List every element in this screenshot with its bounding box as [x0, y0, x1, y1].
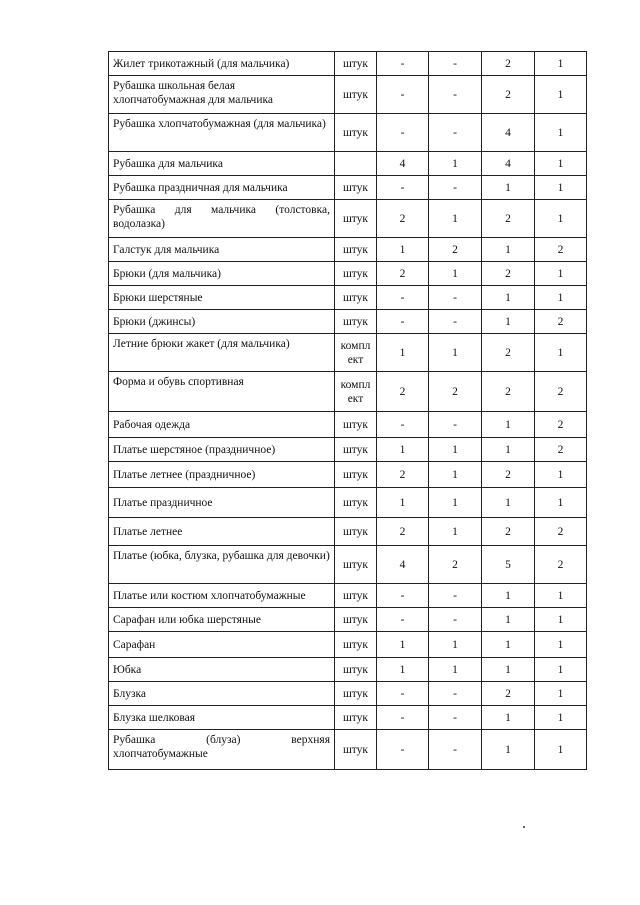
unit-cell: штук [335, 518, 377, 546]
value-cell: 1 [535, 632, 587, 658]
value-cell: 4 [482, 152, 535, 176]
value-cell: - [429, 730, 482, 770]
value-cell: 1 [429, 658, 482, 682]
item-name-cell: Рубашка для мальчика [109, 152, 335, 176]
value-cell: 1 [482, 730, 535, 770]
value-cell: - [377, 286, 429, 310]
table-row [109, 658, 587, 682]
table-row [109, 114, 587, 152]
table-row [109, 584, 587, 608]
unit-cell: штук [335, 608, 377, 632]
unit-cell: штук [335, 584, 377, 608]
value-cell: 1 [482, 438, 535, 462]
value-cell: 2 [482, 462, 535, 488]
value-cell: - [429, 114, 482, 152]
value-cell: 1 [535, 488, 587, 518]
value-cell: 2 [377, 200, 429, 238]
unit-cell: штук [335, 706, 377, 730]
item-name-cell: Форма и обувь спортивная [109, 372, 335, 412]
unit-cell: штук [335, 412, 377, 438]
table-row [109, 682, 587, 706]
unit-cell: штук [335, 438, 377, 462]
unit-cell: штук [335, 52, 377, 76]
value-cell: 1 [482, 286, 535, 310]
value-cell: - [377, 76, 429, 114]
value-cell: 1 [535, 200, 587, 238]
item-name-cell: Платье шерстяное (праздничное) [109, 438, 335, 462]
value-cell: 2 [429, 238, 482, 262]
table-row [109, 310, 587, 334]
value-cell: 1 [377, 438, 429, 462]
table-row [109, 488, 587, 518]
value-cell: 1 [482, 412, 535, 438]
table-row [109, 334, 587, 372]
value-cell: 1 [535, 706, 587, 730]
value-cell: 1 [535, 730, 587, 770]
unit-cell: штук [335, 76, 377, 114]
value-cell: 1 [429, 518, 482, 546]
value-cell: 4 [482, 114, 535, 152]
value-cell: - [377, 412, 429, 438]
value-cell: 1 [482, 584, 535, 608]
value-cell: - [429, 52, 482, 76]
value-cell: - [429, 310, 482, 334]
value-cell: 2 [482, 52, 535, 76]
value-cell: 1 [377, 238, 429, 262]
value-cell: 2 [429, 546, 482, 584]
unit-cell: штук [335, 682, 377, 706]
value-cell: 2 [482, 372, 535, 412]
value-cell: 1 [482, 632, 535, 658]
item-name-cell: Галстук для мальчика [109, 238, 335, 262]
item-name-cell: Блузка [109, 682, 335, 706]
item-name-cell: Платье или костюм хлопчатобумажные [109, 584, 335, 608]
value-cell: 1 [535, 334, 587, 372]
value-cell: 1 [429, 262, 482, 286]
value-cell: 1 [429, 632, 482, 658]
item-name-cell: Брюки (для мальчика) [109, 262, 335, 286]
value-cell: 1 [535, 286, 587, 310]
value-cell: 1 [535, 462, 587, 488]
unit-cell: штук [335, 262, 377, 286]
item-name-cell: Рубашка (блуза) верхняя хлопчатобумажные [109, 730, 335, 770]
unit-cell: штук [335, 632, 377, 658]
value-cell: 2 [482, 76, 535, 114]
value-cell: 1 [482, 608, 535, 632]
unit-cell: компл ект [335, 334, 377, 372]
table-row [109, 176, 587, 200]
item-name-cell: Платье праздничное [109, 488, 335, 518]
value-cell: 1 [482, 658, 535, 682]
value-cell: 1 [429, 152, 482, 176]
value-cell: 4 [377, 152, 429, 176]
value-cell: 1 [482, 238, 535, 262]
table-row [109, 730, 587, 770]
item-name-cell: Рубашка праздничная для мальчика [109, 176, 335, 200]
unit-cell [335, 152, 377, 176]
table-row [109, 76, 587, 114]
value-cell: 1 [535, 114, 587, 152]
table-row [109, 412, 587, 438]
value-cell: - [377, 706, 429, 730]
unit-cell: штук [335, 200, 377, 238]
table-row [109, 52, 587, 76]
value-cell: 2 [535, 438, 587, 462]
unit-cell: штук [335, 286, 377, 310]
table-row [109, 438, 587, 462]
unit-cell: штук [335, 658, 377, 682]
value-cell: 2 [535, 310, 587, 334]
item-name-cell: Юбка [109, 658, 335, 682]
value-cell: - [377, 730, 429, 770]
value-cell: 1 [535, 52, 587, 76]
value-cell: 1 [429, 488, 482, 518]
value-cell: - [377, 584, 429, 608]
table-row [109, 632, 587, 658]
table-row [109, 706, 587, 730]
value-cell: 1 [429, 334, 482, 372]
value-cell: - [429, 412, 482, 438]
item-name-cell: Платье (юбка, блузка, рубашка для девочки) [109, 546, 335, 584]
table-row [109, 200, 587, 238]
value-cell: 1 [377, 632, 429, 658]
table-row [109, 238, 587, 262]
table-row [109, 546, 587, 584]
value-cell: 2 [535, 372, 587, 412]
item-name-cell: Платье летнее [109, 518, 335, 546]
unit-cell: штук [335, 310, 377, 334]
item-name-cell: Брюки (джинсы) [109, 310, 335, 334]
table-row [109, 286, 587, 310]
unit-cell: штук [335, 176, 377, 200]
value-cell: 2 [482, 262, 535, 286]
unit-cell: штук [335, 730, 377, 770]
unit-cell: штук [335, 462, 377, 488]
value-cell: - [429, 584, 482, 608]
clothing-norms-table [108, 51, 587, 770]
table-row [109, 518, 587, 546]
value-cell: - [429, 682, 482, 706]
value-cell: 1 [535, 608, 587, 632]
value-cell: - [377, 176, 429, 200]
item-name-cell: Жилет трикотажный (для мальчика) [109, 52, 335, 76]
value-cell: - [429, 706, 482, 730]
value-cell: 1 [482, 488, 535, 518]
unit-cell: штук [335, 238, 377, 262]
value-cell: 2 [482, 682, 535, 706]
unit-cell: штук [335, 546, 377, 584]
value-cell: 1 [429, 200, 482, 238]
value-cell: 2 [482, 334, 535, 372]
value-cell: 1 [535, 262, 587, 286]
value-cell: - [377, 682, 429, 706]
unit-cell: штук [335, 114, 377, 152]
value-cell: 1 [482, 706, 535, 730]
value-cell: 2 [535, 546, 587, 584]
value-cell: 1 [535, 152, 587, 176]
value-cell: 2 [482, 518, 535, 546]
value-cell: 1 [429, 462, 482, 488]
item-name-cell: Блузка шелковая [109, 706, 335, 730]
value-cell: 1 [535, 176, 587, 200]
value-cell: - [429, 76, 482, 114]
value-cell: 1 [377, 488, 429, 518]
value-cell: - [377, 114, 429, 152]
item-name-cell: Рубашка школьная белая хлопчатобумажная для мальчика [109, 76, 335, 114]
value-cell: 1 [482, 176, 535, 200]
item-name-cell: Рубашка для мальчика (толстовка, водолазка) [109, 200, 335, 238]
value-cell: 2 [535, 238, 587, 262]
value-cell: 2 [535, 518, 587, 546]
table-row [109, 372, 587, 412]
item-name-cell: Сарафан или юбка шерстяные [109, 608, 335, 632]
value-cell: 2 [377, 462, 429, 488]
item-name-cell: Летние брюки жакет (для мальчика) [109, 334, 335, 372]
value-cell: 4 [377, 546, 429, 584]
item-name-cell: Платье летнее (праздничное) [109, 462, 335, 488]
value-cell: - [429, 176, 482, 200]
value-cell: 1 [377, 334, 429, 372]
item-name-cell: Рабочая одежда [109, 412, 335, 438]
item-name-cell: Рубашка хлопчатобумажная (для мальчика) [109, 114, 335, 152]
value-cell: 2 [377, 518, 429, 546]
value-cell: 2 [377, 262, 429, 286]
table-body [109, 52, 587, 770]
value-cell: 1 [429, 438, 482, 462]
value-cell: 1 [377, 658, 429, 682]
scan-speck [523, 826, 525, 828]
value-cell: 1 [535, 584, 587, 608]
table-row [109, 262, 587, 286]
value-cell: 2 [535, 412, 587, 438]
item-name-cell: Брюки шерстяные [109, 286, 335, 310]
table-row [109, 152, 587, 176]
value-cell: - [429, 608, 482, 632]
table-row [109, 608, 587, 632]
value-cell: - [377, 310, 429, 334]
value-cell: 1 [535, 658, 587, 682]
table-row [109, 462, 587, 488]
unit-cell: компл ект [335, 372, 377, 412]
value-cell: - [377, 52, 429, 76]
value-cell: - [429, 286, 482, 310]
value-cell: 2 [377, 372, 429, 412]
value-cell: 1 [482, 310, 535, 334]
value-cell: 5 [482, 546, 535, 584]
value-cell: - [377, 608, 429, 632]
value-cell: 1 [535, 76, 587, 114]
item-name-cell: Сарафан [109, 632, 335, 658]
value-cell: 2 [429, 372, 482, 412]
value-cell: 1 [535, 682, 587, 706]
value-cell: 2 [482, 200, 535, 238]
unit-cell: штук [335, 488, 377, 518]
